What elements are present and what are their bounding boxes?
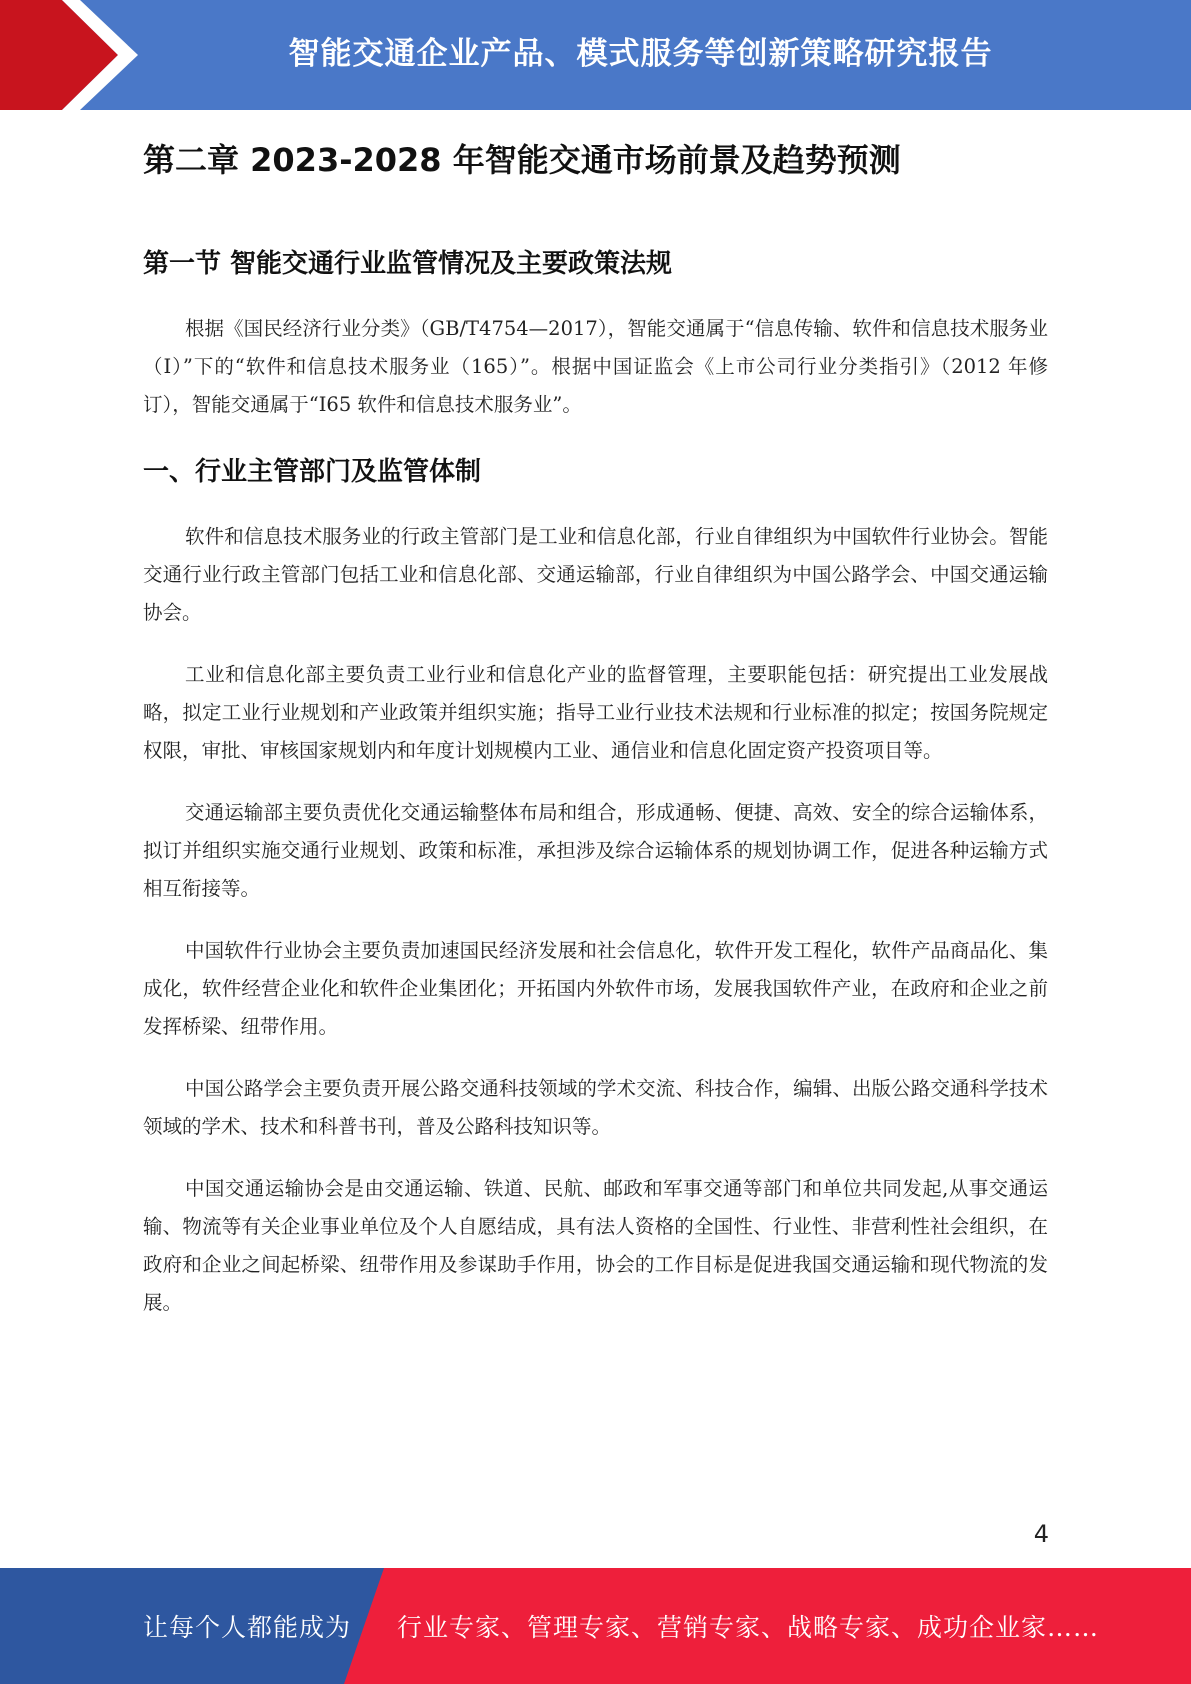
body-paragraph: 交通运输部主要负责优化交通运输整体布局和组合，形成通畅、便捷、高效、安全的综合运输体系，拟订并组织实施交通行业规划、政策和标准，承担涉及综合运输体系的规划协调工作，促进各种运输方式相互衔接等。 bbox=[143, 801, 1048, 900]
main-content bbox=[143, 138, 1048, 1322]
body-paragraph: 中国软件行业协会主要负责加速国民经济发展和社会信息化，软件开发工程化，软件产品商品化、集成化，软件经营企业化和软件企业集团化；开拓国内外软件市场，发展我国软件产业，在政府和企业之前发挥桥梁、纽带作用。 bbox=[143, 939, 1048, 1038]
body-paragraph: 软件和信息技术服务业的行政主管部门是工业和信息化部，行业自律组织为中国软件行业协会。智能交通行业行政主管部门包括工业和信息化部、交通运输部，行业自律组织为中国公路学会、中国交通运输协会。 bbox=[143, 525, 1048, 624]
footer-slogan-left: 让每个人都能成为 bbox=[143, 1613, 352, 1642]
footer-band bbox=[0, 1568, 1191, 1684]
footer-slogan-right: 行业专家、管理专家、营销专家、战略专家、成功企业家…… bbox=[397, 1613, 1100, 1642]
header-band bbox=[0, 0, 1191, 110]
section-intro-paragraph: 根据《国民经济行业分类》（GB/T4754—2017），智能交通属于“信息传输、软件和信息技术服务业（I）”下的“软件和信息技术服务业（165）”。根据中国证监会《上市公司行业分类指引》（2012 年修订），智能交通属于“I65 软件和信息技术服务业”。 bbox=[143, 317, 1048, 416]
section-title: 第一节 智能交通行业监管情况及主要政策法规 bbox=[143, 249, 673, 279]
subsection-title: 一、行业主管部门及监管体制 bbox=[143, 457, 482, 487]
body-paragraph: 中国交通运输协会是由交通运输、铁道、民航、邮政和军事交通等部门和单位共同发起,从事交通运输、物流等有关企业事业单位及个人自愿结成，具有法人资格的全国性、行业性、非营利性社会组织，在政府和企业之间起桥梁、纽带作用及参谋助手作用，协会的工作目标是促进我国交通运输和现代物流的发展。 bbox=[143, 1177, 1048, 1314]
body-paragraph: 工业和信息化部主要负责工业行业和信息化产业的监督管理，主要职能包括：研究提出工业发展战略，拟定工业行业规划和产业政策并组织实施；指导工业行业技术法规和行业标准的拟定；按国务院规定权限，审批、审核国家规划内和年度计划规模内工业、通信业和信息化固定资产投资项目等。 bbox=[143, 663, 1048, 762]
header-chevron-graphic bbox=[0, 0, 150, 110]
report-title: 智能交通企业产品、模式服务等创新策略研究报告 bbox=[288, 35, 993, 72]
chapter-title: 第二章 2023-2028 年智能交通市场前景及趋势预测 bbox=[143, 141, 901, 179]
page-number: 4 bbox=[1033, 1520, 1049, 1548]
body-paragraph: 中国公路学会主要负责开展公路交通科技领域的学术交流、科技合作，编辑、出版公路交通科学技术领域的学术、技术和科普书刊，普及公路科技知识等。 bbox=[143, 1077, 1048, 1138]
